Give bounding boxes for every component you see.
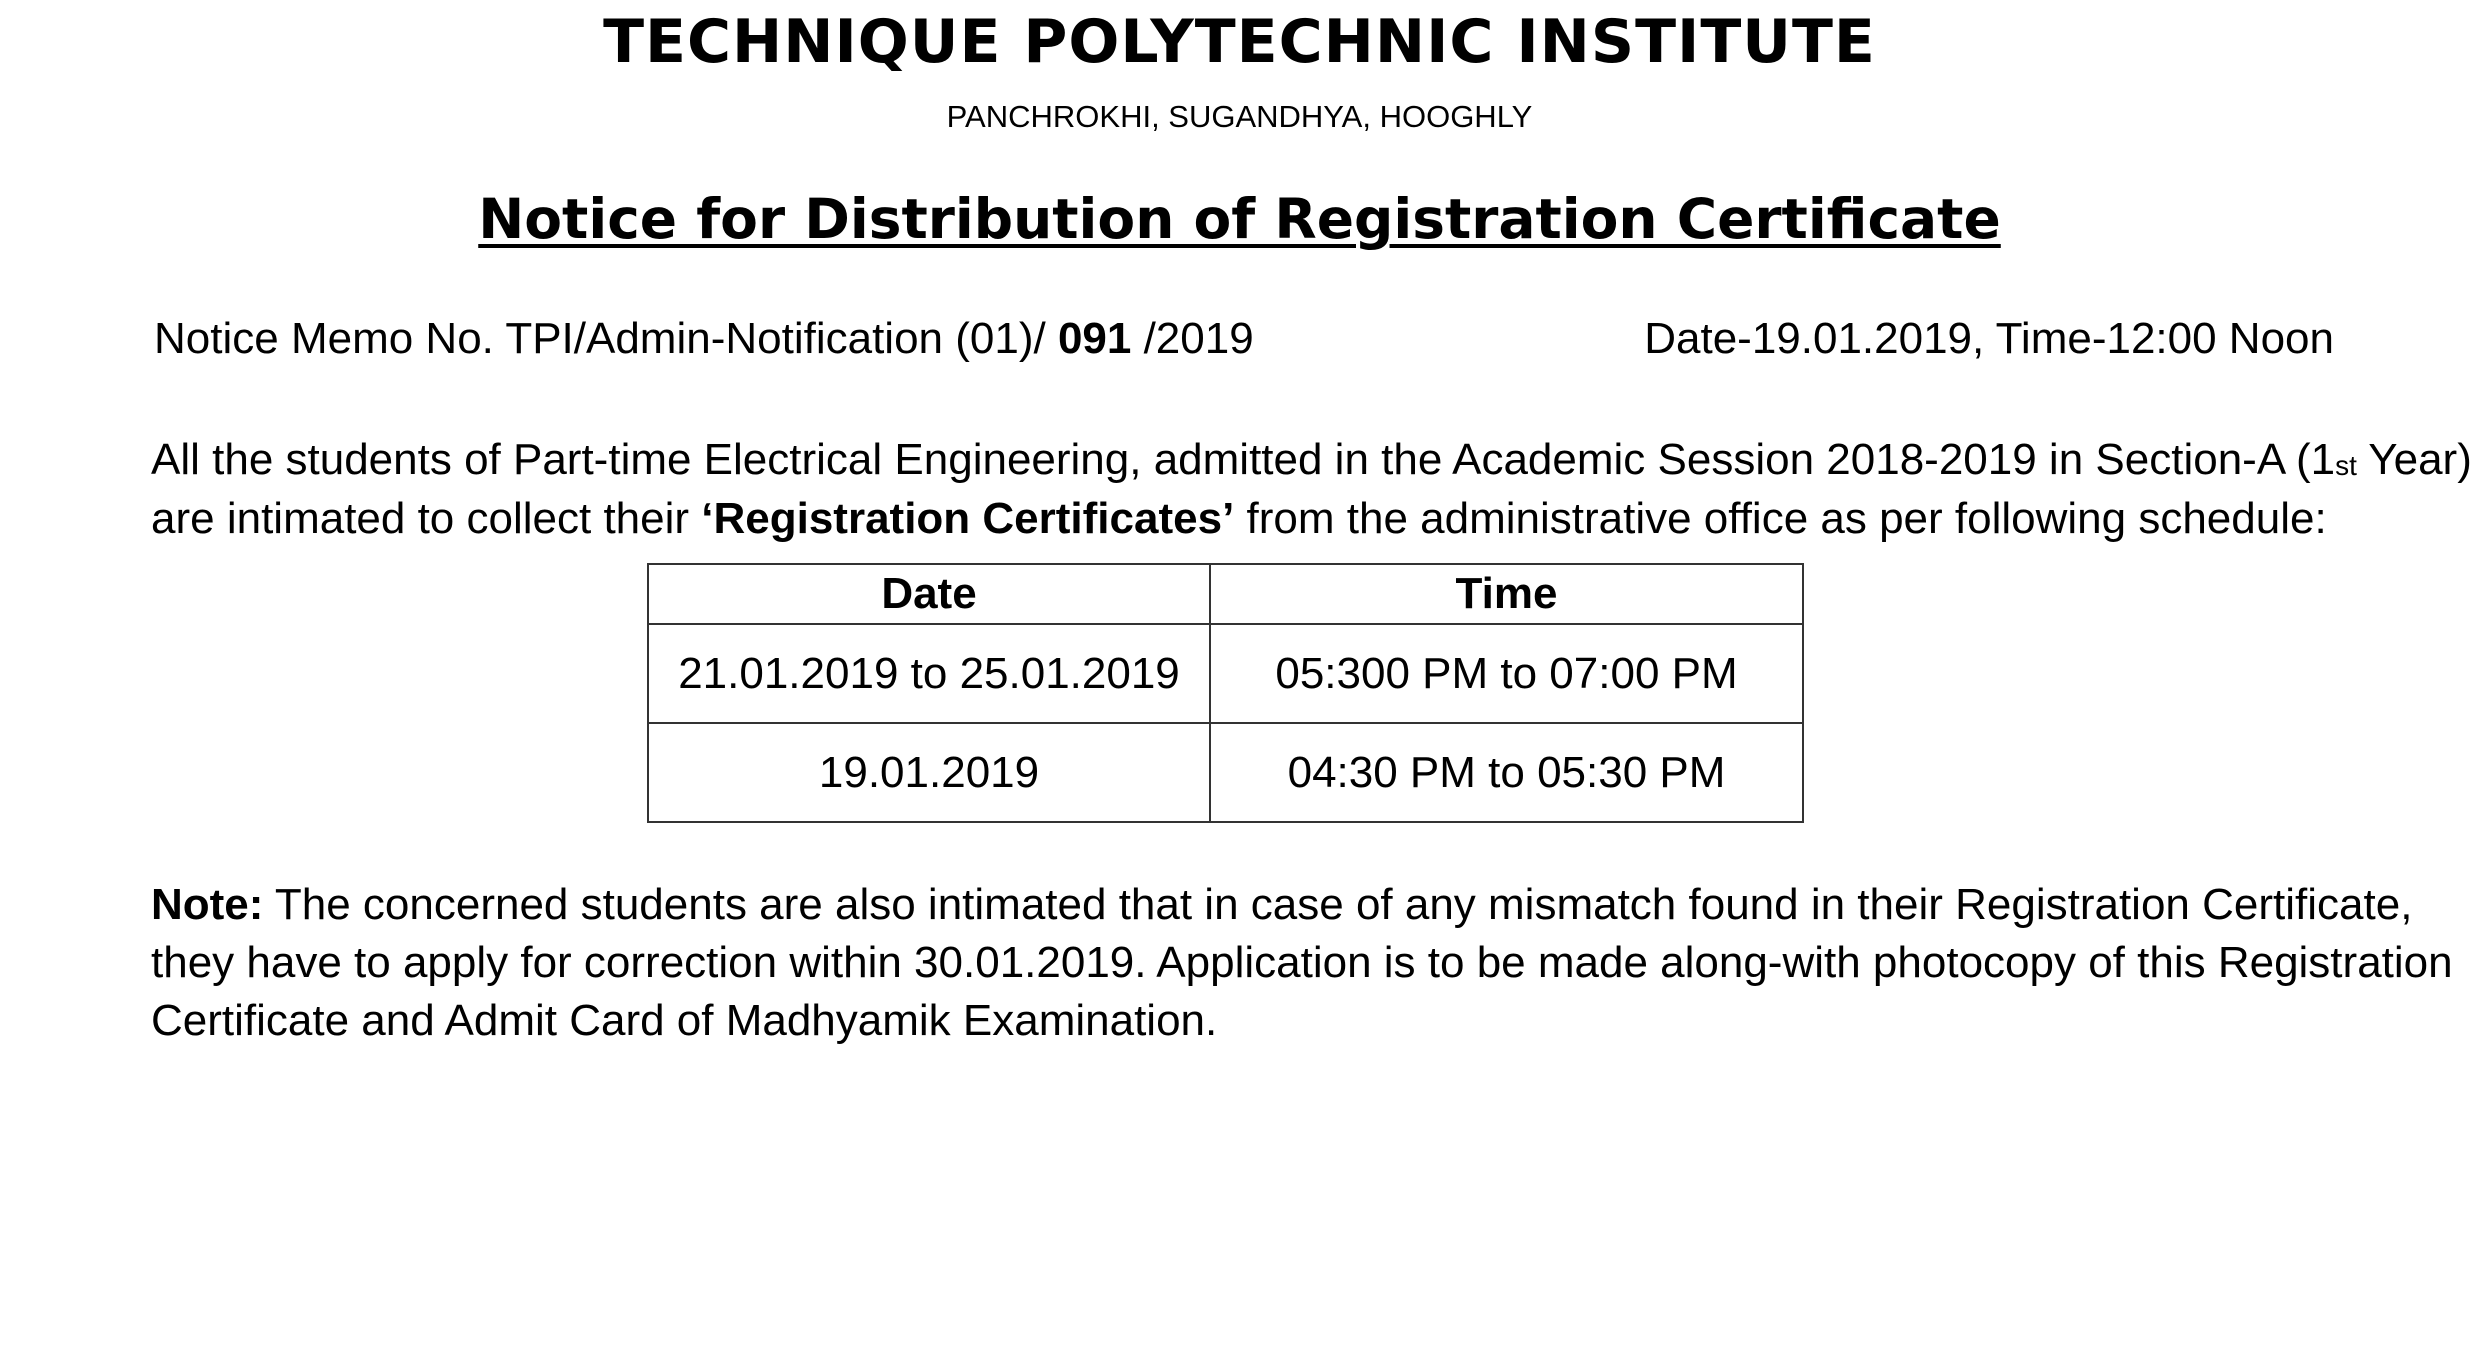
memo-suffix: /2019 <box>1131 314 1254 363</box>
table-row <box>648 723 1803 822</box>
notice-title <box>0 186 2479 252</box>
note-label: Note: <box>151 880 264 929</box>
memo-number-line <box>154 313 1254 366</box>
note-line1-text: The concerned students are also intimated that in case of any mismatch found in their Registration Certificate, <box>263 880 2413 929</box>
memo-number: 091 <box>1057 314 1132 363</box>
table-row <box>648 624 1803 723</box>
schedule-table <box>647 563 1804 823</box>
registration-highlight: ‘Registration Certificates’ <box>701 494 1235 543</box>
row-date: 19.01.2019 <box>648 723 1210 822</box>
ordinal-suffix: st <box>2335 450 2357 481</box>
intro-line2-text: are intimated to collect their <box>151 494 702 543</box>
institute-address: PANCHROKHI, SUGANDHYA, HOOGHLY <box>946 99 1533 134</box>
memo-prefix: Notice Memo No. TPI/Admin-Notification (01)/ <box>154 314 1058 363</box>
row-time: 05:300 PM to 07:00 PM <box>1210 624 1803 723</box>
intro-line1-end: Year) <box>2356 435 2472 484</box>
row-date: 21.01.2019 to 25.01.2019 <box>648 624 1210 723</box>
table-header-row <box>648 564 1803 624</box>
row-time: 04:30 PM to 05:30 PM <box>1210 723 1803 822</box>
intro-line-1 <box>151 430 2472 489</box>
notice-title-text: Notice for Distribution of Registration Certificate <box>478 187 2001 251</box>
institute-name: TECHNIQUE POLYTECHNIC INSTITUTE <box>603 7 1876 77</box>
intro-paragraph <box>151 430 2472 548</box>
note-paragraph <box>151 876 2453 1050</box>
intro-line-2 <box>151 489 2341 548</box>
intro-line1-text: All the students of Part-time Electrical Engineering, admitted in the Academic Session 2018-2019 in Section-A (1 <box>151 435 2336 484</box>
note-line-2: they have to apply for correction within 30.01.2019. Application is to be made along-with photocopy of this Registration <box>151 938 2453 987</box>
header-time: Time <box>1210 564 1803 624</box>
note-line-1 <box>151 876 2413 934</box>
notice-date-time: Date-19.01.2019, Time-12:00 Noon <box>1644 314 2334 363</box>
note-line-3: Certificate and Admit Card of Madhyamik Examination. <box>151 996 1218 1045</box>
intro-line2-end: from the administrative office as per following schedule: <box>1234 494 2327 543</box>
header-date: Date <box>648 564 1210 624</box>
